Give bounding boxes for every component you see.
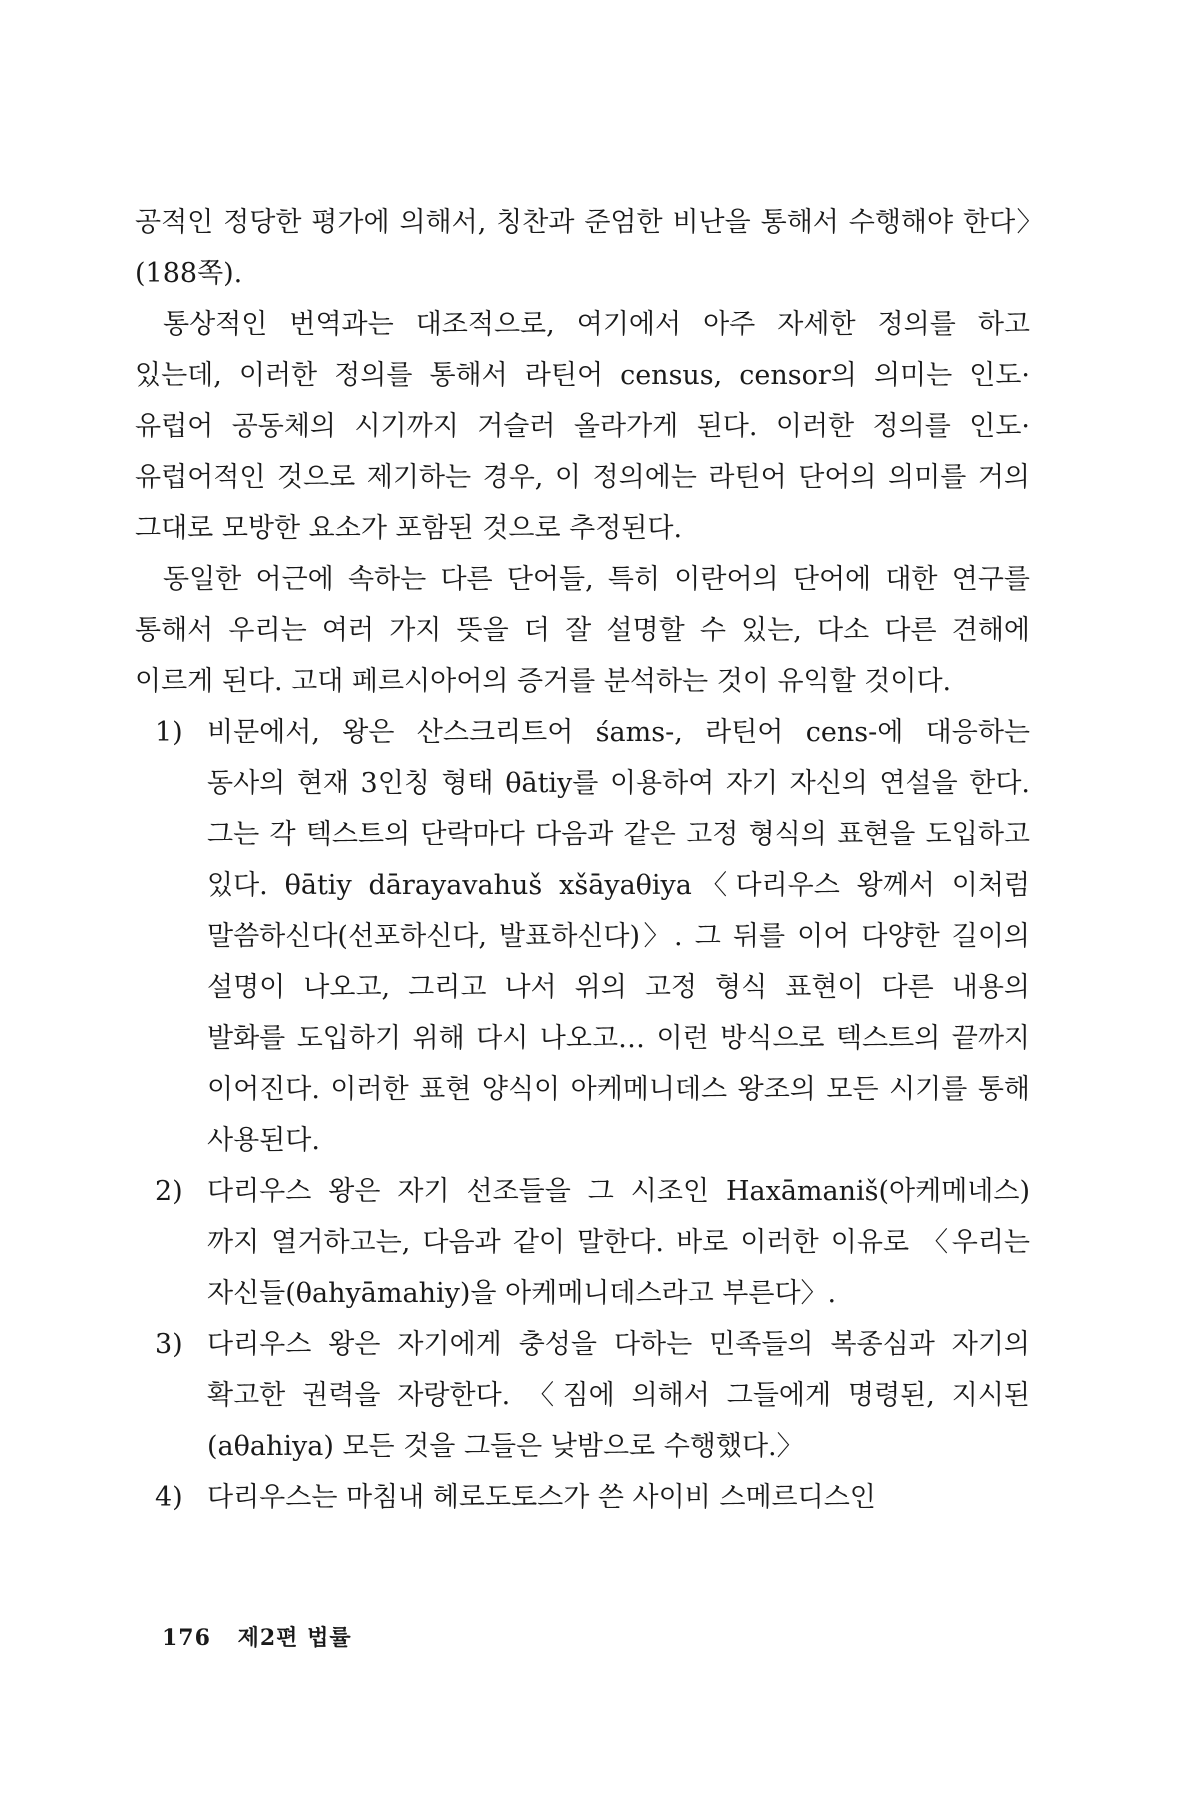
paragraph-continuation: 공적인 정당한 평가에 의해서, 칭찬과 준엄한 비난을 통해서 수행해야 한다〉(188쪽). bbox=[135, 207, 1030, 289]
list-item-number: 2) bbox=[155, 1176, 183, 1207]
body-text bbox=[135, 197, 1030, 1523]
list-item-text: 비문에서, 왕은 산스크리트어 śams-, 라틴어 cens-에 대응하는 동사의 현재 3인칭 형태 θātiy를 이용하여 자기 자신의 연설을 한다. 그는 각 텍스트의 단락마다 다음과 같은 고정 형식의 표현을 도입하고 있다. θātiy dārayavahuš xšāyaθiya〈다리우스 왕께서 이처럼 말씀하신다(선포하신다, 발표하신다)〉. 그 뒤를 이어 다양한 길이의 설명이 나오고, 그리고 나서 위의 고정 형식 표현이 다른 내용의 발화를 도입하기 위해 다시 나오고… 이런 방식으로 텍스트의 끝까지 이어진다. 이러한 표현 양식이 아케메니데스 왕조의 모든 시기를 통해 사용된다. bbox=[207, 717, 1030, 1156]
list-item-number: 3) bbox=[155, 1329, 183, 1360]
list-item-text: 다리우스는 마침내 헤로도토스가 쓴 사이비 스메르디스인 bbox=[207, 1482, 876, 1513]
list-item-number: 1) bbox=[155, 717, 183, 748]
page-number: 176 bbox=[162, 1625, 211, 1651]
list-item-text: 다리우스 왕은 자기에게 충성을 다하는 민족들의 복종심과 자기의 확고한 권력을 자랑한다. 〈짐에 의해서 그들에게 명령된, 지시된(aθahiya) 모든 것을 그들은 낮밤으로 수행했다.〉 bbox=[207, 1329, 1030, 1462]
paragraph: 통상적인 번역과는 대조적으로, 여기에서 아주 자세한 정의를 하고 있는데, 이러한 정의를 통해서 라틴어 census, censor의 의미는 인도·유럽어 공동체의 시기까지 거슬러 올라가게 된다. 이러한 정의를 인도·유럽어적인 것으로 제기하는 경우, 이 정의에는 라틴어 단어의 의미를 거의 그대로 모방한 요소가 포함된 것으로 추정된다. bbox=[135, 309, 1030, 544]
list-item-text: 다리우스 왕은 자기 선조들을 그 시조인 Haxāmaniš(아케메네스)까지 열거하고는, 다음과 같이 말한다. 바로 이러한 이유로 〈우리는 자신들(θahyāmahiy)을 아케메니데스라고 부른다〉. bbox=[207, 1176, 1030, 1309]
list-item bbox=[155, 1319, 1030, 1472]
list-item bbox=[155, 707, 1030, 1166]
list-item bbox=[155, 1472, 1030, 1523]
list-item bbox=[155, 1166, 1030, 1319]
paragraph: 동일한 어근에 속하는 다른 단어들, 특히 이란어의 단어에 대한 연구를 통해서 우리는 여러 가지 뜻을 더 잘 설명할 수 있는, 다소 다른 견해에 이르게 된다. 고대 페르시아어의 증거를 분석하는 것이 유익할 것이다. bbox=[135, 564, 1030, 697]
page-footer bbox=[162, 1621, 352, 1652]
section-title: 제2편 법률 bbox=[237, 1625, 352, 1651]
numbered-list bbox=[135, 707, 1030, 1523]
list-item-number: 4) bbox=[155, 1482, 183, 1513]
